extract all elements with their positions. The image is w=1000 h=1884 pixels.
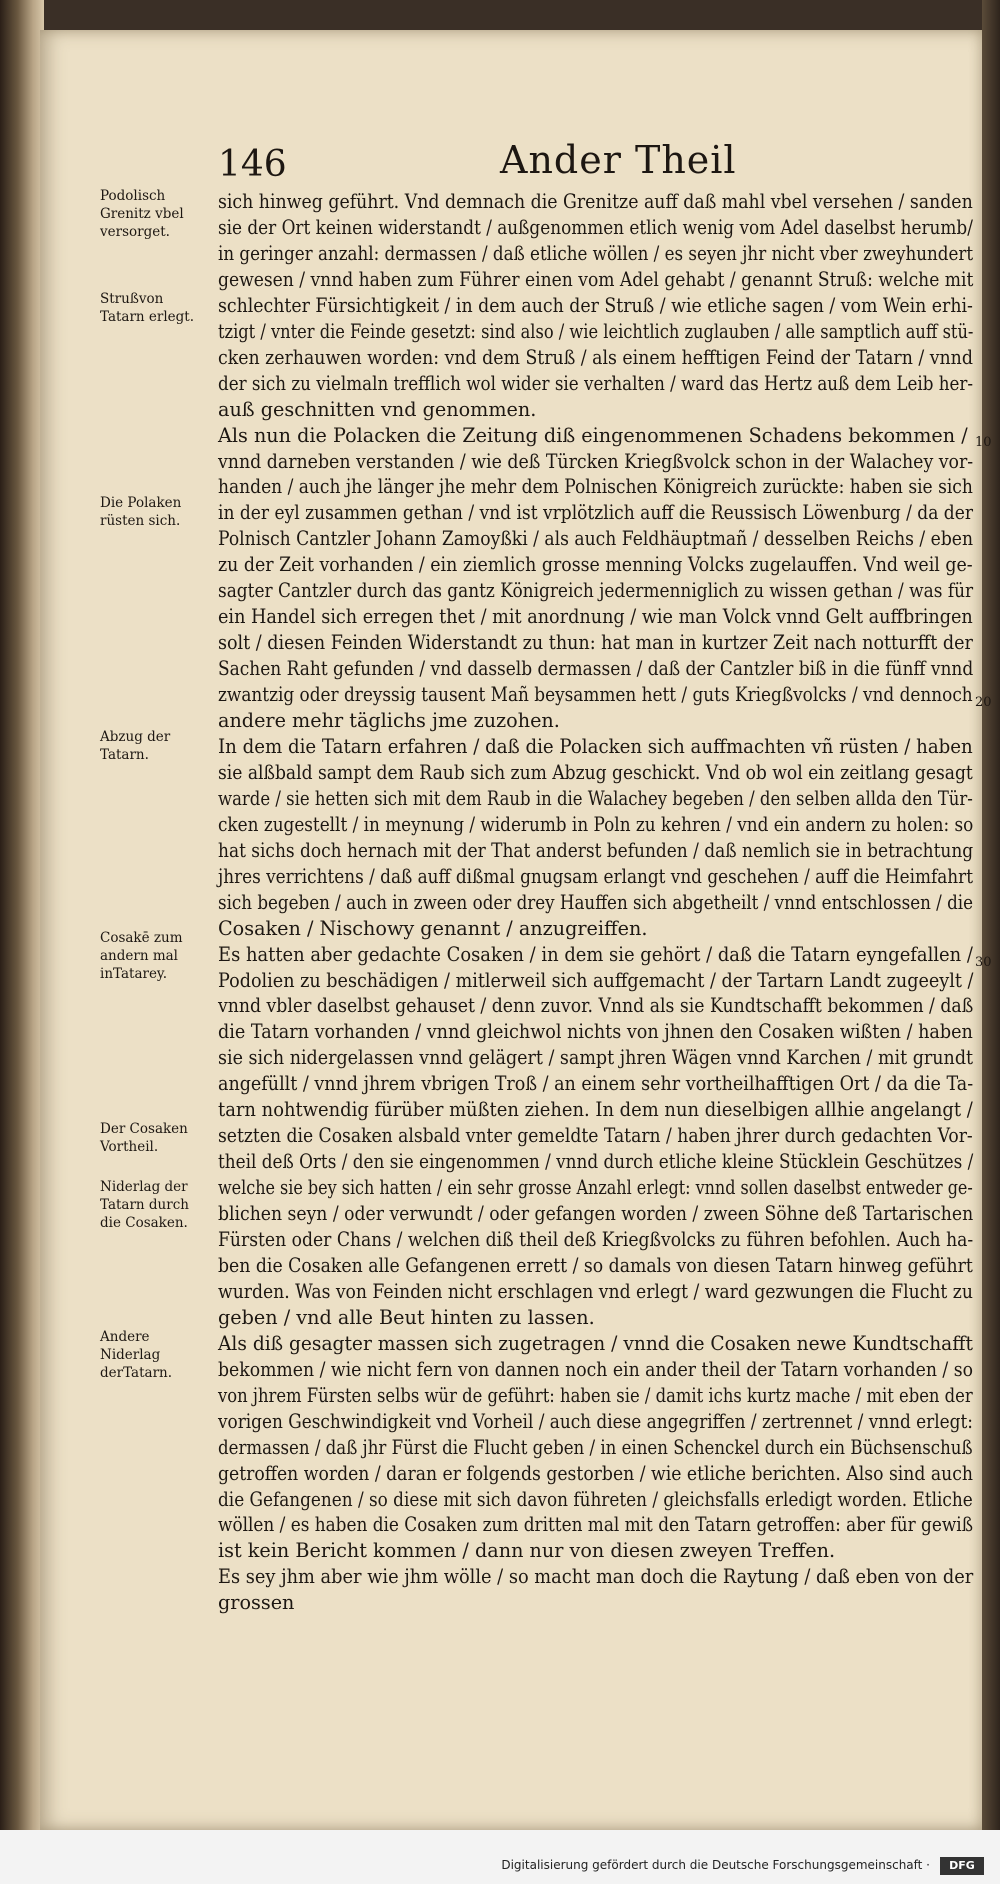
text-line: warde / sie hetten sich mit dem Raub in die Walachey begeben / den selben allda den Tür-: [218, 786, 973, 810]
margin-note: Die Polaken rüsten sich.: [100, 495, 182, 529]
text-line: welche sie bey sich hatten / ein sehr grosse Anzahl erlegt: vnnd sollen daselbst entweder ge-: [218, 1176, 973, 1200]
text-line: tarn nohtwendig fürüber müßten ziehen. In dem nun dieselbigen allhie angelangt /: [218, 1098, 973, 1122]
text-line: sie alßbald sampt dem Raub sich zum Abzug geschickt. Vnd ob wol ein zeitlang gesagt: [218, 760, 973, 784]
text-line: jhres verrichtens / daß auff dißmal gnugsam erlangt vnd geschehen / auff die Heimfahrt: [218, 864, 974, 888]
text-line: cken zerhauwen worden: vnd dem Struß / als einem hefftigen Feind der Tatarn / vnnd: [218, 345, 973, 369]
text-line: Polnisch Cantzler Johann Zamoyßki / als auch Feldhäuptmañ / desselben Reichs / eben: [218, 527, 974, 551]
text-line: theil deß Orts / den sie eingenommen / vnnd durch etliche kleine Stücklein Geschützes /: [218, 1150, 974, 1174]
text-line: tzigt / vnter die Feinde gesetzt: sind also / wie leichtlich zuglauben / alle samptlich auff stü-: [218, 319, 974, 343]
text-line: solt / diesen Feinden Widerstandt zu thun: hat man in kurtzer Zeit nach notturfft der: [218, 631, 973, 655]
text-line: gewesen / vnnd haben zum Führer einen vom Adel gehabt / genannt Struß: welche mit: [218, 267, 974, 291]
text-line: sich hinweg geführt. Vnd demnach die Grenitze auff daß mahl vbel versehen / sanden: [218, 190, 973, 213]
margin-note: Andere Niderlag derTatarn.: [100, 1329, 173, 1381]
margin-note: Podolisch Grenitz vbel versorget.: [100, 188, 184, 240]
text-line: sie sich nidergelassen vnnd gelägert / sampt jhren Wägen vnnd Karchen / mit grundt: [218, 1046, 974, 1070]
line-number-marker: 20: [975, 695, 992, 710]
margin-note: Cosakē zum andern mal inTatarey.: [100, 930, 183, 982]
text-line: die Tatarn vorhanden / vnnd gleichwol nichts von jhnen den Cosaken wißten / haben: [218, 1020, 973, 1044]
text-line: zwantzig oder dreyssig tausent Mañ beysammen hett / guts Kriegßvolcks / vnd dennoch: [218, 683, 973, 707]
text-line: angefüllt / vnnd jhrem vbrigen Troß / an einem sehr vortheilhafftigen Ort / da die Ta-: [218, 1072, 974, 1096]
text-line: geben / vnd alle Beut hinten zu lassen.: [218, 1305, 595, 1329]
text-line: Als diß gesagter massen sich zugetragen / vnnd die Cosaken newe Kundtschafft: [218, 1331, 973, 1355]
text-line: Es hatten aber gedachte Cosaken / in dem sie gehört / daß die Tatarn eyngefallen /: [218, 942, 973, 966]
line-number-marker: 10: [975, 435, 992, 450]
margin-note: Strußvon Tatarn erlegt.: [100, 291, 195, 325]
text-line: sich begeben / auch in zween oder drey Hauffen sich abgetheilt / vnnd entschlossen / die: [218, 890, 974, 914]
text-line: der sich zu vielmaln trefflich wol wider sie verhalten / ward das Hertz auß dem Leib her-: [218, 371, 974, 395]
line-number-marker: 30: [975, 955, 992, 970]
text-line: cken zugestellt / in meynung / widerumb in Poln zu kehren / vnd ein andern zu holen: so: [218, 812, 974, 836]
footer-credit: Digitalisierung gefördert durch die Deutsche Forschungsgemeinschaft ·: [501, 1858, 930, 1872]
text-line: grossen: [218, 1591, 295, 1615]
margin-note: Niderlag der Tatarn durch die Cosaken.: [100, 1179, 189, 1231]
scan-right-edge: [982, 0, 1000, 1884]
text-line: sie der Ort keinen widerstandt / außgenommen etlich wenig vom Adel daselbst herumb/: [218, 215, 973, 239]
text-line: sagter Cantzler durch das gantz Königreich jedermenniglich zu wissen gethan / was für: [218, 579, 974, 603]
text-line: wurden. Was von Feinden nicht erschlagen vnd erlegt / ward gezwungen die Flucht zu: [218, 1279, 973, 1303]
text-line: die Gefangenen / so diese mit sich davon führeten / gleichsfalls erledigt worden. Etliche: [218, 1487, 973, 1511]
text-line: vorigen Geschwindigkeit vnd Vorheil / auch diese angegriffen / zertrennet / vnnd erlegt:: [218, 1409, 973, 1433]
book-spine-edge: [0, 0, 44, 1884]
margin-note: Abzug der Tatarn.: [100, 729, 171, 763]
text-line: in der eyl zusammen gethan / vnd ist vrplötzlich auff die Reussisch Löwenburg / da der: [218, 501, 973, 525]
text-line: andere mehr täglichs jme zuzohen.: [218, 709, 560, 732]
text-line: ben die Cosaken alle Gefangenen errett / so damals von diesen Tatarn hinweg geführt: [218, 1253, 973, 1277]
text-line: setzten die Cosaken alsbald vnter gemeldte Tatarn / haben jhrer durch gedachten Vor-: [218, 1124, 973, 1148]
footer-bar: [0, 1830, 1000, 1884]
text-line: Sachen Raht gefunden / vnd dasselb dermassen / daß der Cantzler biß in die fünff vnnd: [218, 657, 974, 681]
text-line: auß geschnitten vnd genommen.: [218, 397, 537, 421]
text-line: zu der Zeit vorhanden / ein ziemlich grosse menning Volcks zugelauffen. Vnd weil ge-: [218, 553, 973, 577]
text-line: bekommen / wie nicht fern von dannen noch ein ander theil der Tatarn vorhanden / so: [218, 1357, 973, 1381]
text-line: wöllen / es haben die Cosaken zum dritten mal mit den Tatarn getroffen: aber für gewiß: [218, 1513, 973, 1537]
text-line: hat sichs doch hernach mit der That anderst befunden / daß nemlich sie in betrachtung: [218, 838, 974, 862]
text-line: In dem die Tatarn erfahren / daß die Polacken sich auffmachten vñ rüsten / haben: [218, 734, 973, 758]
text-line: vnnd vbler daselbst gehauset / denn zuvor. Vnnd als sie Kundtschafft bekommen / daß: [218, 994, 974, 1018]
text-line: Podolien zu beschädigen / mitlerweil sich auffgemacht / der Tartarn Landt zugeeylt /: [218, 968, 974, 992]
text-line: von jhrem Fürsten selbs wür de geführt: haben sie / damit ichs kurtz mache / mit eben der: [218, 1383, 973, 1407]
dfg-logo: DFG: [940, 1857, 984, 1875]
text-line: Als nun die Polacken die Zeitung diß eingenommenen Schadens bekommen /: [218, 423, 968, 447]
page-number: 146: [218, 144, 287, 185]
text-line: handen / auch jhe länger jhe mehr dem Polnischen Königreich zurückte: haben sie sich: [218, 475, 973, 499]
text-line: in geringer anzahl: dermassen / daß etliche wöllen / es seyen jhr nicht vber zweyhundert: [218, 241, 974, 265]
text-line: Cosaken / Nischowy genannt / anzugreiffen.: [218, 916, 648, 940]
text-line: ein Handel sich erregen thet / mit anordnung / wie man Volck vnnd Gelt auffbringen: [218, 605, 973, 629]
text-line: schlechter Fürsichtigkeit / in dem auch der Struß / wie etliche sagen / vom Wein erhi-: [218, 293, 973, 317]
margin-note: Der Cosaken Vortheil.: [100, 1121, 188, 1155]
text-line: dermassen / daß jhr Fürst die Flucht geben / in einen Schenckel durch ein Büchsenschuß: [218, 1435, 973, 1459]
text-line: blichen seyn / oder verwundt / oder gefangen worden / zween Söhne deß Tartarischen: [218, 1202, 974, 1226]
text-line: vnnd darneben verstanden / wie deß Türcken Kriegßvolck schon in der Walachey vor-: [218, 449, 974, 473]
text-line: getroffen worden / daran er folgends gestorben / wie etliche berichten. Also sind auch: [218, 1461, 973, 1485]
text-line: ist kein Bericht kommen / dann nur von diesen zweyen Treffen.: [218, 1539, 836, 1563]
text-line: Fürsten oder Chans / welchen diß theil deß Kriegßvolcks zu führen befohlen. Auch ha-: [218, 1228, 974, 1251]
text-line: Es sey jhm aber wie jhm wölle / so macht man doch die Raytung / daß eben von der: [218, 1565, 974, 1589]
running-head: Ander Theil: [500, 138, 737, 182]
